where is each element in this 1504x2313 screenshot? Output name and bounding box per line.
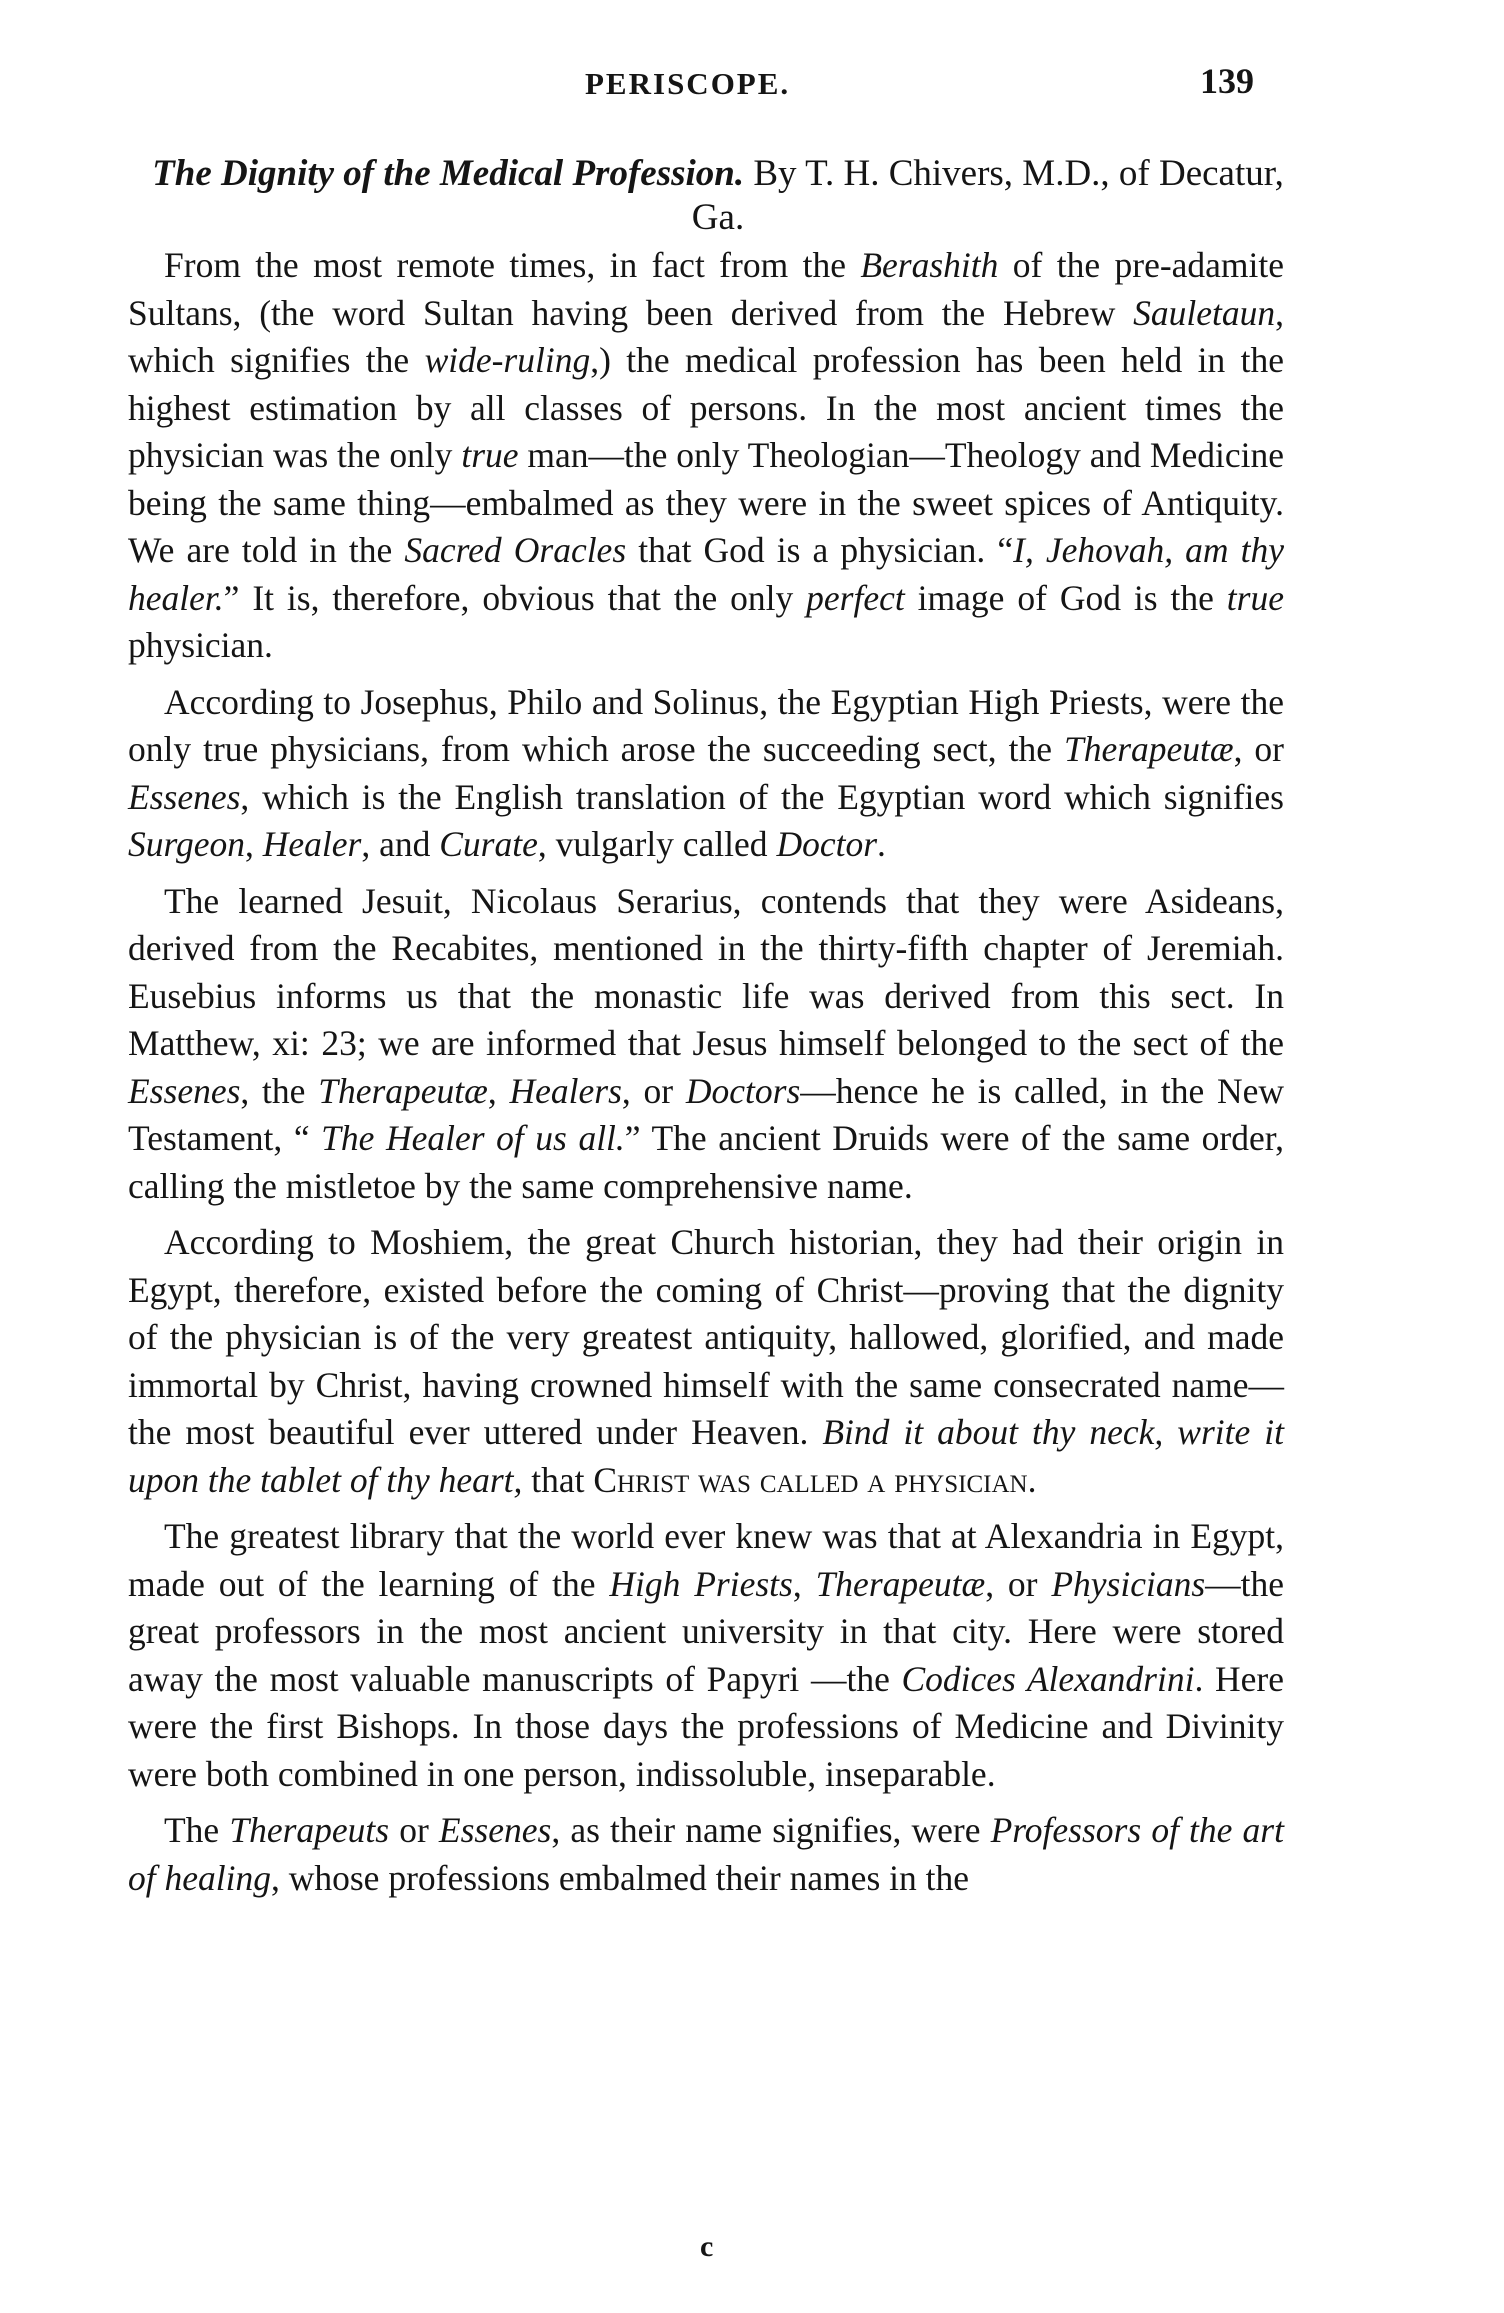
italic-run: Essenes (128, 1070, 241, 1111)
italic-run: Therapeutæ (318, 1070, 488, 1111)
text-run: that (522, 1459, 594, 1500)
text-run: —hence he is called, in the New Testament, “ (128, 1070, 1285, 1158)
italic-run: Essenes (438, 1810, 552, 1850)
text-run: According to Moshiem, the great Church historian, they had their origin in Egypt, therefore, existed before the coming of Christ—proving that the dignity of the physician is of the very greatest antiquity, hallowed, glorified, and made immortal by Christ, having crowned himself with the same consecrated name—the most beautiful ever uttered under Heaven. (128, 1222, 1284, 1452)
italic-run: Curate (439, 824, 538, 864)
italic-run: The Healer of us all. (321, 1118, 625, 1158)
text-run: According to Josephus, Philo and Solinus, the Egyptian High Priests, were the only true physicians, from which arose the succeeding sect, the (128, 681, 1284, 769)
italic-run: Therapeuts (229, 1810, 390, 1850)
paragraph-1 (128, 242, 1284, 670)
italic-run: Berashith (860, 245, 999, 285)
italic-run: Doctors (685, 1070, 801, 1111)
italic-run: Therapeutæ (1063, 729, 1234, 769)
italic-run: Professors of the art of healing (128, 1810, 1284, 1898)
text-run: , which is the English translation of the Egyptian word which signifies (240, 776, 1284, 817)
italic-run: High Priests (609, 1563, 793, 1604)
text-run: , or (985, 1563, 1052, 1604)
italic-run: Physicians (1051, 1563, 1206, 1604)
text-run: man—the only Theologian—Theology and Medicine being the same thing—embalmed as they were in the sweet spices of Antiquity. We are told in the (128, 435, 1284, 570)
article-title-work: The Dignity of the Medical Profession. (152, 153, 745, 194)
italic-run: wide-ruling (424, 340, 591, 380)
text-run: From the most remote times, in fact from the (164, 245, 861, 285)
page-header (0, 58, 1504, 108)
signature-mark: c (700, 2230, 714, 2263)
italic-run: Surgeon (128, 824, 246, 864)
italic-run: Doctor (776, 824, 878, 864)
text-run: ” It is, therefore, obvious that the only (223, 577, 807, 618)
page-number: 139 (1200, 61, 1254, 101)
text-run: that God is a physician. “ (626, 530, 1014, 570)
article-title (128, 152, 1308, 240)
paragraph-4 (128, 1219, 1284, 1504)
article-byline: By T. H. Chivers, M.D., of Decatur, Ga. (691, 153, 1284, 238)
italic-run: Sauletaun (1133, 292, 1276, 333)
italic-run: true (1226, 577, 1284, 618)
italic-run: perfect (806, 577, 905, 618)
italic-run: Codices Alexandrini (901, 1658, 1195, 1699)
text-run: of the pre-adamite Sultans, (the word Sultan having been derived from the Hebrew (128, 245, 1285, 333)
text-run: ” The ancient Druids were of the same order, calling the mistletoe by the same comprehensive name. (128, 1118, 1284, 1206)
italic-run: Therapeutæ (815, 1563, 986, 1604)
running-head: PERISCOPE. (585, 66, 791, 101)
italic-run: Healer (262, 824, 362, 864)
paragraph-6 (128, 1807, 1284, 1902)
paragraph-3 (128, 878, 1284, 1211)
text-run: , as their name signifies, were (551, 1810, 991, 1850)
paragraph-5 (128, 1513, 1284, 1798)
text-run: , which signifies the (128, 292, 1284, 380)
text-run: , or (621, 1070, 686, 1111)
text-run: The learned Jesuit, Nicolaus Serarius, contends that they were Asideans, derived from the Recabites, mentioned in the thirty-fifth chapter of Jeremiah. Eusebius informs us that the monastic life was derived from this sect. In Matthew, xi: 23; we are informed that Jesus himself belonged to the sect of the (128, 880, 1284, 1063)
small-caps-run: Christ was called a physician. (593, 1459, 1037, 1500)
text-run: physician. (128, 625, 273, 665)
text-run: , (792, 1563, 816, 1604)
text-run: , whose professions embalmed their names in the (270, 1857, 969, 1898)
text-run: , vulgarly called (537, 824, 777, 864)
text-run: or (389, 1810, 439, 1850)
text-run: , or (1233, 729, 1284, 769)
italic-run: Bind it about thy neck, write it upon the tablet of thy heart, (128, 1412, 1285, 1500)
text-run: The (164, 1810, 230, 1850)
text-run: , and (361, 824, 440, 864)
paragraph-2 (128, 679, 1284, 869)
text-run: . (877, 824, 886, 864)
italic-run: Sacred Oracles (404, 530, 627, 570)
text-run: , (487, 1070, 510, 1111)
text-run: ,) the medical profession has been held in the highest estimation by all classes of persons. In the most ancient times the physician was the only (128, 340, 1284, 475)
text-run: , the (240, 1070, 319, 1111)
text-run: . Here were the first Bishops. In those days the professions of Medicine and Divinity were both combined in one person, indissoluble, inseparable. (128, 1658, 1284, 1794)
italic-run: Healers (509, 1070, 622, 1111)
text-run: —the great professors in the most ancient university in that city. Here were stored away the most valuable manuscripts of Papyri —the (128, 1563, 1285, 1699)
italic-run: Essenes (128, 776, 241, 817)
italic-run: I, Jehovah, am thy healer. (128, 530, 1284, 618)
body-text (128, 242, 1284, 1911)
text-run: image of God is the (904, 577, 1227, 618)
text-run: The greatest library that the world ever knew was that at Alexandria in Egypt, made out of the learning of the (128, 1516, 1284, 1604)
italic-run: true (461, 435, 519, 475)
text-run: , (245, 824, 263, 864)
